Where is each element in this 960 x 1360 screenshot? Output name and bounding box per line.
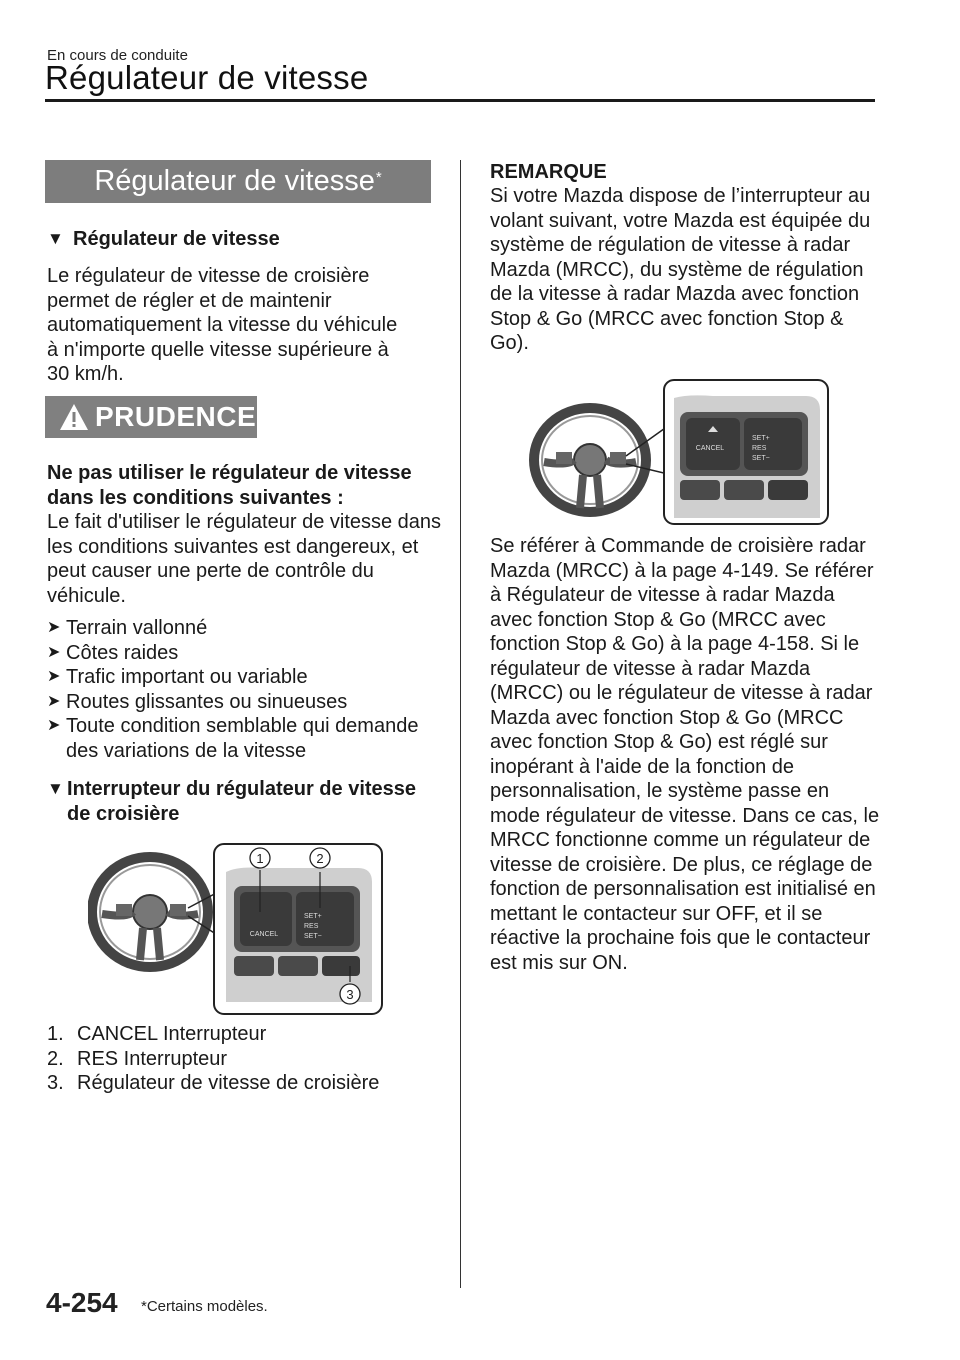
list-item: ➤ Terrain vallonné [47,617,208,639]
set-minus-label: SET− [752,455,770,462]
optional-equipment-marker: * [375,169,382,186]
svg-text:2: 2 [316,851,324,866]
res-label: RES [304,923,319,930]
steering-switch-figure [88,842,388,1018]
list-item: ➤ Routes glissantes ou sinueuses [47,690,348,713]
list-item: ➤ Côtes raides [47,641,179,664]
header-divider [45,99,875,102]
warning-icon [59,403,89,431]
breadcrumb: En cours de conduite [47,47,188,64]
subhead-cruise-control [47,227,447,252]
mrcc-switch-figure [528,378,832,528]
list-item: 2. RES Interrupteur [47,1047,228,1070]
figure-legend [47,1022,447,1096]
callout-3 [340,984,360,1004]
svg-text:1: 1 [256,851,264,866]
conditions-list [47,616,442,763]
arrow-bullet-icon: ➤ [47,619,61,636]
callout-2 [310,848,330,868]
caution-text: Le fait d'utiliser le régulateur de vitesse dans les conditions suivantes est dangereux, et peut causer une perte de contrôle du véhicule. [47,511,442,607]
cancel-label: CANCEL [695,445,725,452]
list-item: ➤ Toute condition semblable qui demande des variations de la vitesse [47,715,419,762]
subhead-text: Interrupteur du régulateur de vitesse de croisière [67,778,417,825]
subhead-text: Régulateur de vitesse [73,228,280,250]
set-plus-label: SET+ [752,435,770,442]
section-banner [45,160,431,203]
cancel-label: CANCEL [249,931,279,938]
callout-1 [250,848,270,868]
triangle-down-icon: ▼ [47,779,64,798]
arrow-bullet-icon: ➤ [47,668,61,685]
set-plus-label: SET+ [304,913,322,920]
footnote: *Certains modèles. [141,1298,268,1315]
subhead-switch [47,777,427,826]
triangle-down-icon: ▼ [47,229,64,248]
set-minus-label: SET− [304,933,322,940]
page-title: Régulateur de vitesse [45,59,369,96]
section-title: Régulateur de vitesse [94,165,375,197]
list-item: 3. Régulateur de vitesse de croisière [47,1072,380,1094]
remark-title: REMARQUE [490,161,607,183]
arrow-bullet-icon: ➤ [47,643,61,661]
arrow-bullet-icon: ➤ [47,692,61,710]
arrow-bullet-icon: ➤ [47,717,61,734]
caution-badge [45,396,257,438]
caution-label: PRUDENCE [95,401,257,432]
intro-paragraph: Le régulateur de vitesse de croisière permet de régler et de maintenir automatiquement la vitesse du véhicule à n'importe quelle vitesse supérieure à 30 km/h. [47,265,398,385]
list-item: ➤ Trafic important ou variable [47,666,308,688]
references-text: Se référer à Commande de croisière radar Mazda (MRCC) à la page 4-149. Se référer à Régulateur de vitesse à radar Mazda avec fonction Stop & Go (MRCC avec fonction Stop & Go) à la page 4-158. Si le régulateur de vitesse à radar Mazda (MRCC) ou le régulateur de vitesse à radar Mazda avec fonction Stop & Go (MRCC avec fonction Stop & Go) est réglé sur inopérant à l'aide de la fonction de personnalisation, le système passe en mode régulateur de vitesse. Dans ce cas, le MRCC fonctionne comme un régulateur de vitesse de croisière. De plus, ce réglage de fonction de personnalisation est initialisé en mettant le contacteur sur OFF, et il se réactive la prochaine fois que le contacteur est mis sur ON. [490,535,880,974]
res-label: RES [752,445,767,452]
list-item: 1. CANCEL Interrupteur [47,1023,267,1045]
caution-heading: Ne pas utiliser le régulateur de vitesse dans les conditions suivantes : [47,462,412,509]
steering-wheel-image [534,408,646,512]
switch-panel-zoom [226,868,372,1003]
column-divider [460,160,461,1288]
page-number: 4-254 [46,1287,118,1318]
svg-text:3: 3 [346,987,354,1002]
switch-panel-zoom [674,395,820,518]
steering-wheel-image [92,857,208,967]
remark-text: Si votre Mazda dispose de l’interrupteur au volant suivant, votre Mazda est équipée du système de régulation de vitesse à radar Mazda (MRCC), du système de régulation de la vitesse à radar Mazda avec fonction Stop & Go (MRCC avec fonction Stop & Go). [490,185,871,354]
